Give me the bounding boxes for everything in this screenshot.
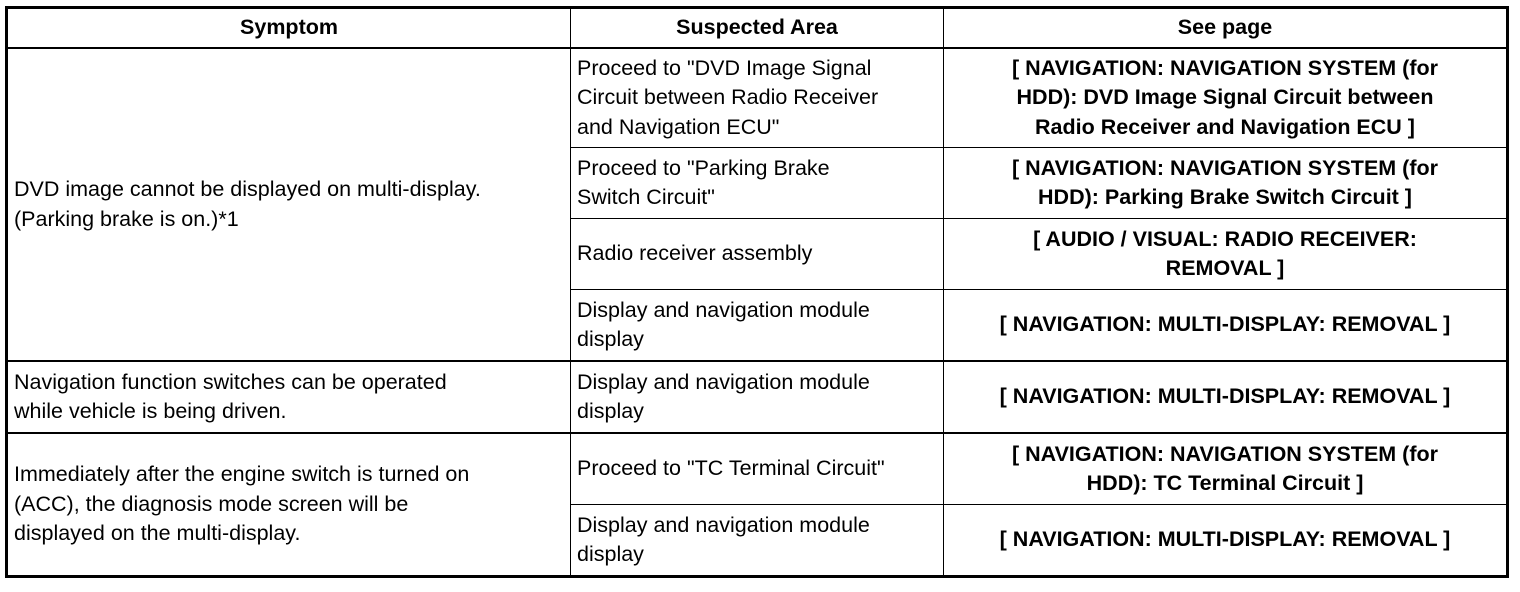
symptom-line: Navigation function switches can be operated — [14, 369, 447, 394]
symptom-line: while vehicle is being driven. — [14, 399, 287, 423]
suspected-area-cell — [571, 219, 944, 290]
see-page-cell — [944, 361, 1508, 433]
area-line: Proceed to "TC Terminal Circuit" — [577, 456, 885, 481]
header-symptom: Symptom — [7, 8, 571, 49]
symptom-table — [5, 6, 1509, 578]
suspected-area-cell — [571, 290, 944, 362]
page-reference-line: [ NAVIGATION: MULTI-DISPLAY: REMOVAL ] — [999, 527, 1451, 552]
area-line: Radio receiver assembly — [577, 241, 813, 266]
header-suspected-area: Suspected Area — [571, 8, 944, 49]
suspected-area-cell — [571, 148, 944, 219]
symptom-line: DVD image cannot be displayed on multi-display. — [14, 177, 481, 201]
table-row — [7, 48, 1508, 148]
page-reference-line: [ NAVIGATION: NAVIGATION SYSTEM (for — [1011, 155, 1438, 180]
page-reference-line: Radio Receiver and Navigation ECU ] — [1035, 114, 1415, 139]
see-page-cell — [944, 219, 1508, 290]
symptom-line: Immediately after the engine switch is turned on — [14, 462, 470, 487]
document-page — [5, 6, 1506, 578]
symptom-cell — [7, 48, 571, 361]
suspected-area-cell — [571, 505, 944, 577]
area-line: and Navigation ECU" — [577, 114, 780, 139]
area-line: Switch Circuit" — [577, 185, 715, 209]
suspected-area-cell — [571, 361, 944, 433]
area-line: display — [577, 399, 644, 423]
page-reference-line: REMOVAL ] — [1165, 256, 1285, 280]
area-line: display — [577, 542, 644, 566]
see-page-cell — [944, 433, 1508, 505]
area-line: Display and navigation module — [577, 512, 870, 537]
area-line: Proceed to "Parking Brake — [577, 155, 830, 180]
header-row — [7, 8, 1508, 49]
page-reference-line: HDD): DVD Image Signal Circuit between — [1016, 85, 1434, 110]
see-page-cell — [944, 290, 1508, 362]
page-reference-line: [ NAVIGATION: MULTI-DISPLAY: REMOVAL ] — [999, 312, 1451, 337]
suspected-area-cell — [571, 48, 944, 148]
see-page-cell — [944, 505, 1508, 577]
page-reference-line: [ NAVIGATION: NAVIGATION SYSTEM (for — [1011, 55, 1438, 80]
area-line: Display and navigation module — [577, 297, 870, 322]
see-page-cell — [944, 48, 1508, 148]
area-line: Proceed to "DVD Image Signal — [577, 55, 872, 80]
suspected-area-cell — [571, 433, 944, 505]
page-reference-line: [ AUDIO / VISUAL: RADIO RECEIVER: — [1033, 226, 1417, 251]
table-row — [7, 433, 1508, 505]
symptom-cell — [7, 361, 571, 433]
symptom-line: (ACC), the diagnosis mode screen will be — [14, 491, 409, 516]
page-reference-line: [ NAVIGATION: NAVIGATION SYSTEM (for — [1011, 441, 1438, 466]
area-line: Circuit between Radio Receiver — [577, 85, 879, 110]
page-reference-line: HDD): Parking Brake Switch Circuit ] — [1038, 185, 1412, 209]
page-reference-line: HDD): TC Terminal Circuit ] — [1086, 471, 1364, 495]
area-line: Display and navigation module — [577, 369, 870, 394]
page-reference-line: [ NAVIGATION: MULTI-DISPLAY: REMOVAL ] — [999, 384, 1451, 409]
header-see-page: See page — [944, 8, 1508, 49]
see-page-cell — [944, 148, 1508, 219]
symptom-cell — [7, 433, 571, 577]
symptom-line: (Parking brake is on.)*1 — [14, 206, 239, 231]
table-row — [7, 361, 1508, 433]
symptom-line: displayed on the multi-display. — [14, 521, 301, 546]
area-line: display — [577, 327, 644, 351]
